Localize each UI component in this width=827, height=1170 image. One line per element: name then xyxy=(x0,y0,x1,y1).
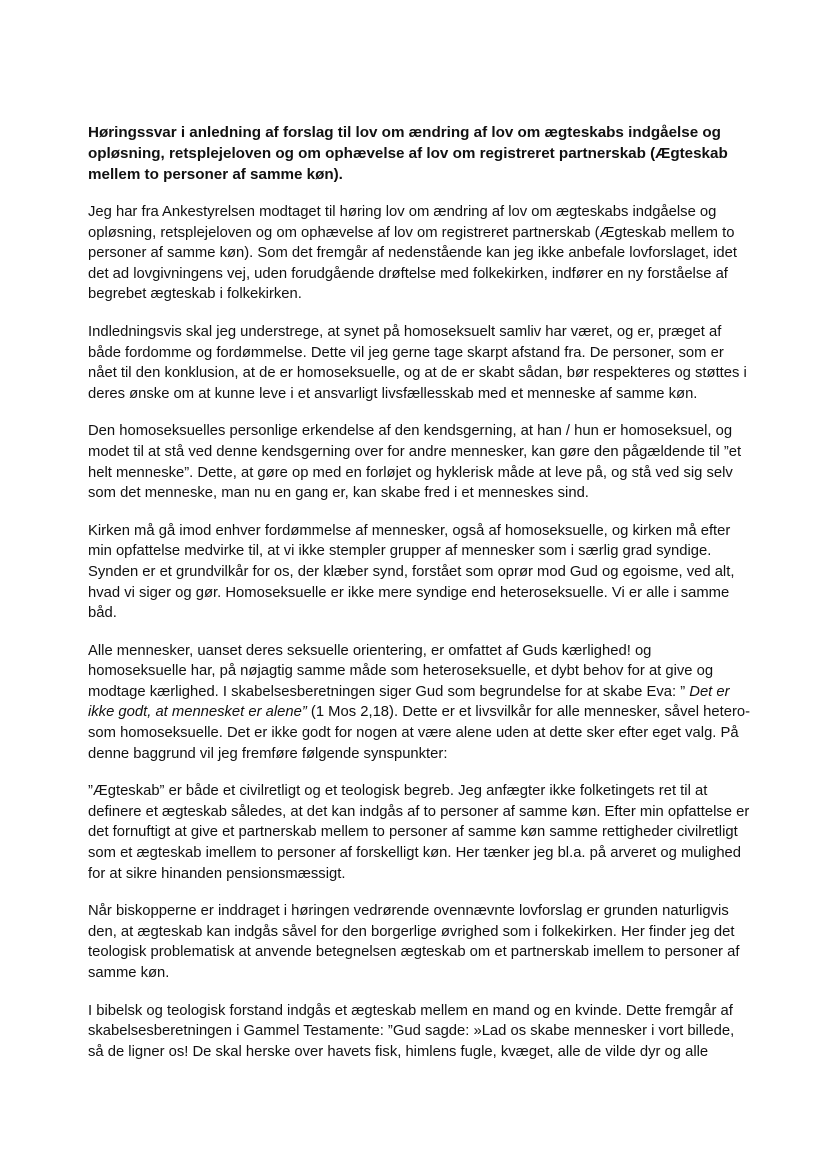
paragraph-8: I bibelsk og teologisk forstand indgås et ægteskab mellem en mand og en kvinde. Dette fremgår af skabelsesberetningen i Gammel Testamente: ”Gud sagde: »Lad os skabe mennesker i vort billede, så de ligner os! De skal herske over havets fisk, himlens fugle, kvæget, alle de vilde dyr og alle xyxy=(88,1002,735,1060)
document-body xyxy=(88,122,752,1079)
paragraph-6: ”Ægteskab” er både et civilretligt og et teologisk begreb. Jeg anfægter ikke folketingets ret til at definere et ægteskab således, at det kan indgås af to personer af samme køn. Efter min opfattelse er det fornuftigt at give et partnerskab mellem to personer af samme køn samme rettigheder civilretligt som et ægteskab imellem to personer af forskelligt køn. Her tænker jeg bl.a. på arveret og mulighed for at sikre hinanden pensionsmæssigt. xyxy=(88,783,750,882)
paragraph-5-text-b: (1 Mos 2,18). Dette er et livsvilkår for alle mennesker, såvel hetero- som homoseksuelle. Det er ikke godt for nogen at være alene uden at dette sker efter eget valg. På denne baggrund vil jeg fremføre følgende synspunkter: xyxy=(88,704,751,762)
paragraph-5 xyxy=(88,641,752,765)
paragraph-2: Indledningsvis skal jeg understrege, at synet på homoseksuelt samliv har været, og er, præget af både fordomme og fordømmelse. Dette vil jeg gerne tage skarpt afstand fra. De personer, som er nået til den konklusion, at de er homoseksuelle, og at de er skabt sådan, bør respekteres og støttes i deres ønske om at kunne leve i et ansvarligt livsfællesskab med et menneske af samme køn. xyxy=(88,323,747,402)
paragraph-5-text-a: Alle mennesker, uanset deres seksuelle orientering, er omfattet af Guds kærlighed! og homoseksuelle har, på nøjagtig samme måde som heteroseksuelle, et dybt behov for at give og modtage kærlighed. I skabelsesberetningen siger Gud som begrundelse for at skabe Eva: ” xyxy=(88,642,714,700)
paragraph-3: Den homoseksuelles personlige erkendelse af den kendsgerning, at han / hun er homoseksuel, og modet til at stå ved denne kendsgerning over for andre mennesker, kan gøre den pågældende til ”et helt menneske”. Dette, at gøre op med en forløjet og hyklerisk måde at leve på, og stå ved sig selv som det menneske, man nu en gang er, kan skabe fred i et menneskes sind. xyxy=(88,423,742,502)
document-title: Høringssvar i anledning af forslag til lov om ændring af lov om ægteskabs indgåelse og opløsning, retsplejeloven og om ophævelse af lov om registreret partnerskab (Ægteskab mellem to personer af samme køn). xyxy=(88,124,728,183)
paragraph-1: Jeg har fra Ankestyrelsen modtaget til høring lov om ændring af lov om ægteskabs indgåelse og opløsning, retsplejeloven og om ophævelse af lov om registreret partnerskab (Ægteskab mellem to personer af samme køn). Som det fremgår af nedenstående kan jeg ikke anbefale lovforslaget, idet det ad lovgivningens vej, uden forudgående drøftelse med folkekirken, indfører en ny forståelse af begrebet ægteskab i folkekirken. xyxy=(88,204,737,303)
paragraph-4: Kirken må gå imod enhver fordømmelse af mennesker, også af homoseksuelle, og kirken må efter min opfattelse medvirke til, at vi ikke stempler grupper af mennesker som i særlig grad syndige. Synden er et grundvilkår for os, der klæber synd, forstået som oprør mod Gud og egoisme, ved alt, hvad vi siger og gør. Homoseksuelle er ikke mere syndige end heteroseksuelle. Vi er alle i samme båd. xyxy=(88,522,735,622)
paragraph-7: Når biskopperne er inddraget i høringen vedrørende ovennævnte lovforslag er grunden naturligvis den, at ægteskab kan indgås såvel for den borgerlige øvrighed som i folkekirken. Her finder jeg det teologisk problematisk at anvende betegnelsen ægteskab om et partnerskab imellem to personer af samme køn. xyxy=(88,903,740,981)
paragraph-5-italic-quote: Det er ikke godt, at mennesket er alene” xyxy=(88,683,730,721)
